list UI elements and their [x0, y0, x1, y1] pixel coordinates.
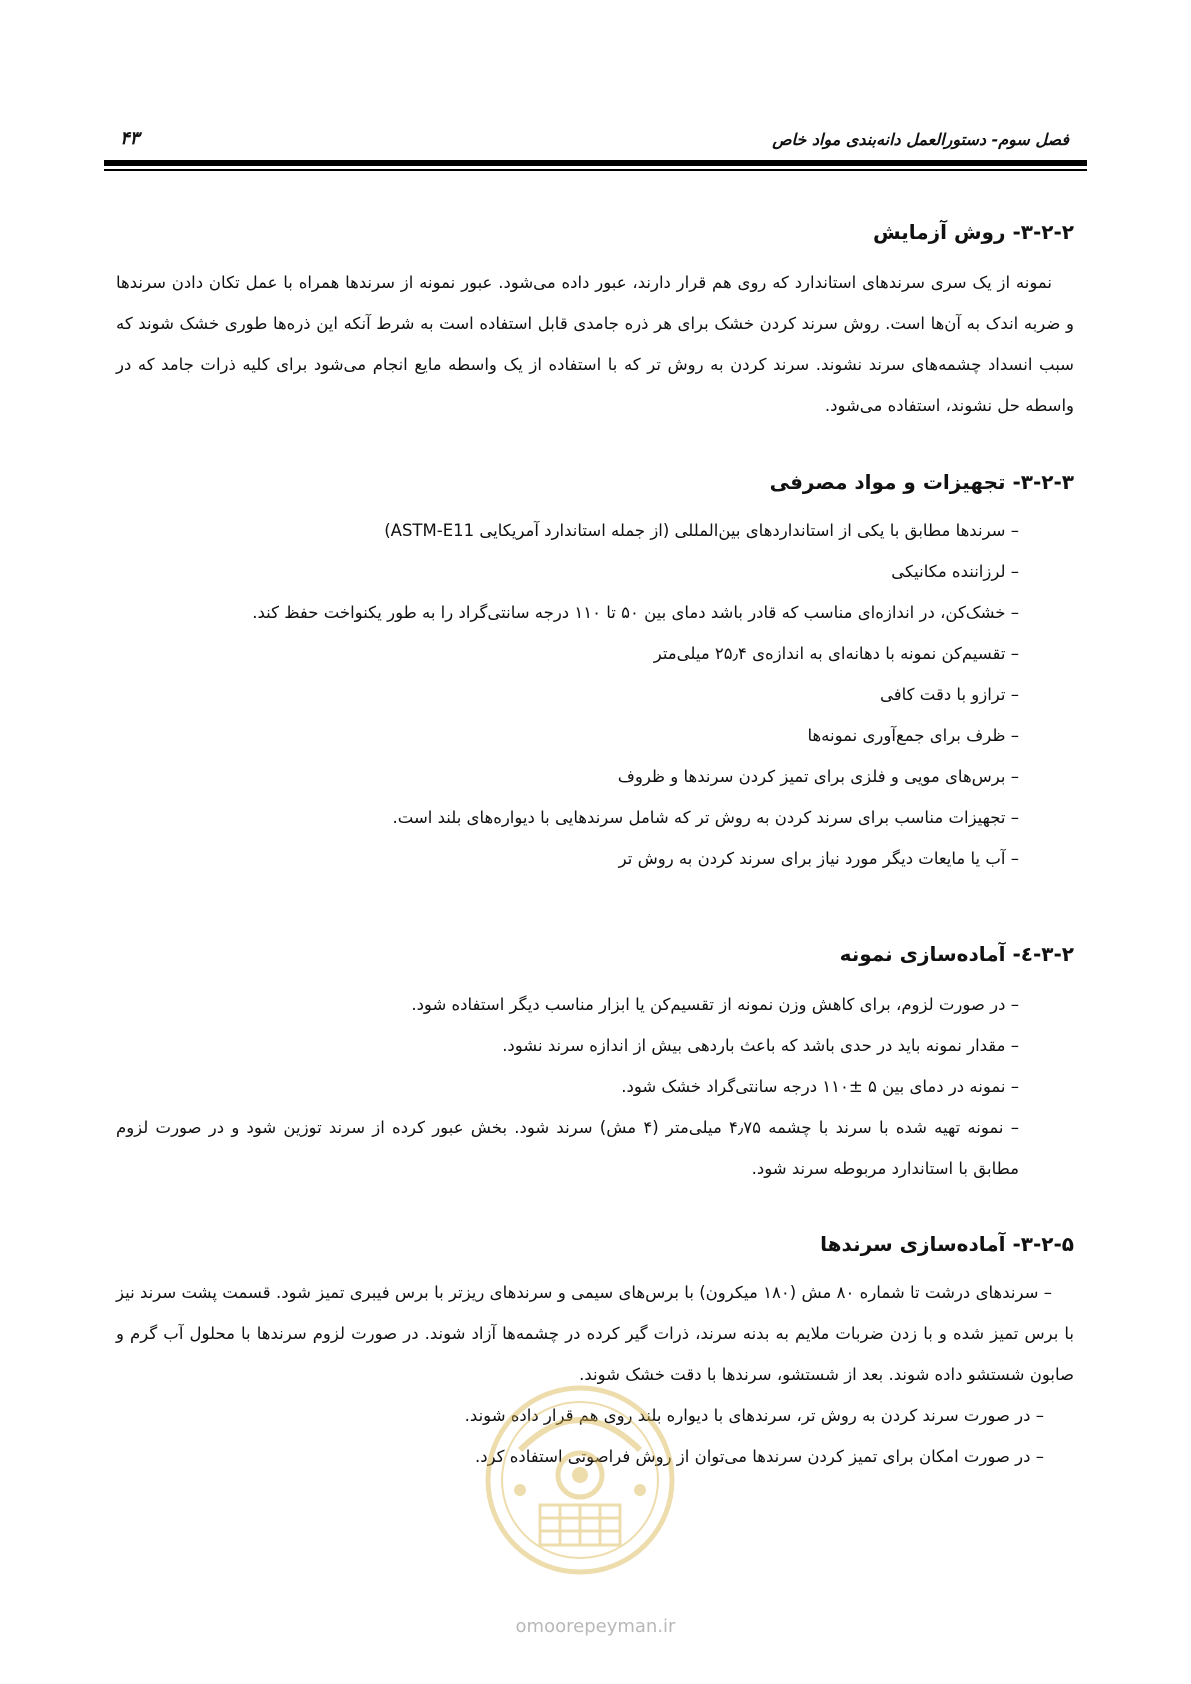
- section-sample-preparation: [116, 940, 1074, 1189]
- list-item: – خشک‌کن، در اندازه‌ای مناسب که قادر باشد دمای بین ۵۰ تا ۱۱۰ درجه سانتی‌گراد را به طور یکنواخت حفظ کند.: [116, 592, 1074, 633]
- section-heading: ۳-۲-٤- آماده‌سازی نمونه: [839, 942, 1074, 966]
- list-item: – آب یا مایعات دیگر مورد نیاز برای سرند کردن به روش تر: [116, 838, 1074, 879]
- section-paragraph: نمونه از یک سری سرندهای استاندارد که روی هم قرار دارند، عبور داده می‌شود. عبور نمونه از سرندها همراه با عمل تکان دادن سرندها و ضربه اندک به آن‌ها است. روش سرند کردن خشک برای هر ذره جامدی قابل استفاده است به شرط آنکه این ذره‌ها طوری خشک شوند که سبب انسداد چشمه‌های سرند نشوند. سرند کردن به روش تر که با استفاده از یک واسطه مایع انجام می‌شود برای کلیه ذرات جامد که در واسطه حل نشوند، استفاده می‌شود.: [116, 273, 1074, 415]
- section-paragraph: – سرندهای درشت تا شماره ۸۰ مش (۱۸۰ میکرون) با برس‌های سیمی و سرندهای ریزتر با برس فیبری تمیز شود. قسمت پشت سرند نیز با برس تمیز شده و با زدن ضربات ملایم به بدنه سرند، ذرات گیر کرده در چشمه‌ها آزاد شوند. در صورت لزوم سرندها با محلول آب گرم و صابون شستشو داده شوند. بعد از شستشو، سرندها با دقت خشک شوند.: [116, 1283, 1074, 1384]
- final-list-item: – نمونه تهیه شده با سرند با چشمه ۴٫۷۵ میلی‌متر (۴ مش) سرند شود. بخش عبور کرده از سرند توزین شود و در صورت لزوم مطابق با استاندارد مربوطه سرند شود.: [116, 1107, 1074, 1189]
- list-item: – در صورت لزوم، برای کاهش وزن نمونه از تقسیم‌کن یا ابزار مناسب دیگر استفاده شود.: [116, 984, 1074, 1025]
- section-heading: ۳-۲-۳- تجهیزات و مواد مصرفی: [769, 470, 1074, 494]
- section-test-method: [116, 218, 1074, 426]
- running-header-title: فصل سوم- دستورالعمل دانه‌بندی مواد خاص: [772, 130, 1069, 149]
- equipment-list: [116, 510, 1074, 879]
- watermark-seal-icon: [480, 1380, 680, 1580]
- header-rule-thin: [104, 169, 1087, 171]
- list-item: – مقدار نمونه باید در حدی باشد که باعث باردهی بیش از اندازه سرند نشود.: [116, 1025, 1074, 1066]
- section-heading: ۳-۲-۵- آماده‌سازی سرندها: [820, 1232, 1074, 1256]
- list-item: – تقسیم‌کن نمونه با دهانه‌ای به اندازه‌ی ۲۵٫۴ میلی‌متر: [116, 633, 1074, 674]
- section-equipment: [116, 468, 1074, 879]
- header-rule-thick: [104, 160, 1087, 166]
- page-number: ۴۳: [120, 128, 140, 149]
- list-item: – لرزاننده مکانیکی: [116, 551, 1074, 592]
- list-item: – برس‌های مویی و فلزی برای تمیز کردن سرندها و ظروف: [116, 756, 1074, 797]
- list-item: – تجهیزات مناسب برای سرند کردن به روش تر که شامل سرندهایی با دیواره‌های بلند است.: [116, 797, 1074, 838]
- list-item: – سرندها مطابق با یکی از استانداردهای بین‌المللی (از جمله استاندارد آمریکایی ASTM-E11): [116, 510, 1074, 551]
- list-item: – نمونه در دمای بین ۵ ±۱۱۰ درجه سانتی‌گراد خشک شود.: [116, 1066, 1074, 1107]
- list-item: – ظرف برای جمع‌آوری نمونه‌ها: [116, 715, 1074, 756]
- watermark-site: omoorepeyman.ir: [515, 1616, 676, 1637]
- list-item: – در صورت سرند کردن به روش تر، سرندهای با دیواره بلند روی هم قرار داده شوند.: [116, 1395, 1074, 1436]
- list-item: – ترازو با دقت کافی: [116, 674, 1074, 715]
- section-heading: ۳-۲-۲- روش آزمایش: [872, 220, 1074, 244]
- preparation-list: [116, 984, 1074, 1107]
- list-item: – در صورت امکان برای تمیز کردن سرندها می‌توان از روش فراصوتی استفاده کرد.: [116, 1436, 1074, 1477]
